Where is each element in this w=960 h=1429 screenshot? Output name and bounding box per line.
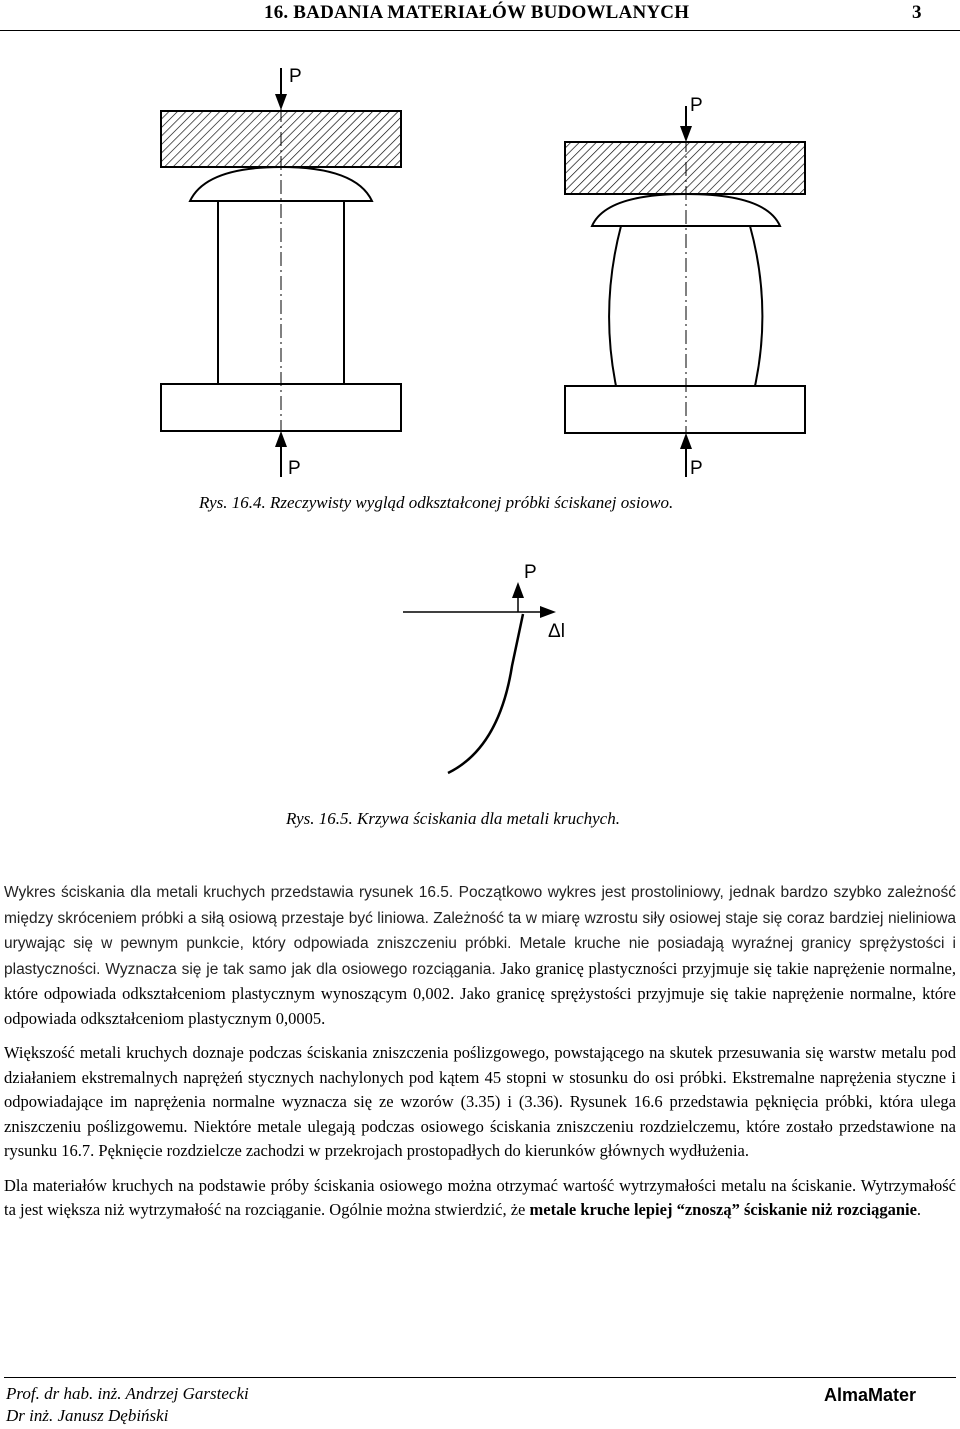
- paragraph-1: [4, 880, 956, 1031]
- footer-rule: [4, 1377, 956, 1378]
- paragraph-3-end: .: [916, 1200, 922, 1219]
- paragraph-3-bold-2: “znoszą”: [676, 1200, 740, 1219]
- specimen-deformed: [565, 106, 805, 477]
- top-plate-right: [565, 142, 805, 194]
- force-arrow-bottom-left: [275, 431, 287, 447]
- label-p-bottom-right: P: [690, 458, 703, 479]
- compression-curve: [448, 614, 523, 773]
- page-number: 3: [912, 2, 922, 23]
- body-text: [4, 880, 956, 1233]
- header-title: 16. BADANIA MATERIAŁÓW BUDOWLANYCH: [264, 2, 690, 23]
- force-arrow-top-right: [680, 126, 692, 142]
- paragraph-1-part-c: Jako granicę plastyczności przyjmuje się takie naprężenie normalne, które odpowiada odkształceniom plastycznym wynoszącym 0,002. Jako granicę sprężystości przyjmuje się takie naprężenie normalne, które odpowiada odkształceniom plastycznym 0,0005.: [4, 958, 956, 1028]
- footer-brand: AlmaMater: [824, 1385, 917, 1405]
- force-arrow-bottom-right: [680, 433, 692, 449]
- figure-16-4-caption: Rys. 16.4. Rzeczywisty wygląd odkształconej próbki ściskanej osiowo.: [199, 493, 674, 512]
- paragraph-3: [4, 1174, 956, 1223]
- specimen-undeformed: [161, 68, 401, 477]
- label-p-bottom-left: P: [288, 458, 301, 479]
- label-p-axis: P: [524, 562, 537, 583]
- footer-author-2: Dr inż. Janusz Dębiński: [6, 1406, 169, 1425]
- paragraph-1-part-b: Zależność ta w miarę wzrostu siły osiowej staje się coraz bardziej nieliniowa urywając się w pewnym punkcie, który odpowiada zniszczeniu próbki. Metale kruche nie posiadają wyraźnej granicy sprężystości i plastyczności. Wyznacza się je tak samo jak dla osiowego rozciągania.: [4, 909, 957, 978]
- bottom-plate-right: [565, 386, 805, 433]
- paragraph-1-part-a: Wykres ściskania dla metali kruchych przedstawia rysunek 16.5. Początkowo wykres jest prostoliniowy, jednak bardzo szybko zależność między skróceniem próbki a siłą osiową przestaje być liniowa.: [4, 884, 956, 927]
- paragraph-2: Większość metali kruchych doznaje podczas ściskania zniszczenia poślizgowego, powstającego na skutek przesuwania się warstw metalu pod działaniem ekstremalnych naprężeń stycznych nachylonych pod kątem 45 stopni w stosunku do osi próbki. Ekstremalne naprężenia styczne i odpowiadające im naprężenia normalne wyznacza się ze wzorów (3.35) i (3.36). Rysunek 16.6 przedstawia pęknięcia próbki, która ulega zniszczeniu poślizgowemu. Niektóre metale ulegają podczas osiowego ściskania zniszczeniu rozdzielczemu, które zostało przedstawione na rysunku 16.7. Pęknięcie rozdzielcze zachodzi w przekrojach prostopadłych do kierunków głównych wydłużenia.: [4, 1043, 956, 1160]
- force-arrow-top-left: [275, 94, 287, 110]
- paragraph-3-bold-1: metale kruche lepiej: [529, 1200, 677, 1219]
- footer-author-1: Prof. dr hab. inż. Andrzej Garstecki: [6, 1384, 249, 1403]
- paragraph-3-text: Dla materiałów kruchych na podstawie próby ściskania osiowego można otrzymać wartość wytrzymałości metalu na ściskanie. Wytrzymałość ta jest większa niż wytrzymałość na rozciąganie. Ogólnie można stwierdzić, że: [4, 1175, 956, 1219]
- label-p-top-right: P: [690, 95, 703, 116]
- label-p-top-left: P: [289, 66, 302, 87]
- figure-16-5: [403, 562, 565, 773]
- paragraph-3-bold-3: ściskanie niż rozciąganie: [739, 1200, 917, 1219]
- arrow-p-icon: [512, 582, 524, 598]
- arrow-dl-icon: [540, 606, 556, 618]
- label-dl-axis: Δl: [548, 621, 565, 642]
- figure-16-5-caption: Rys. 16.5. Krzywa ściskania dla metali kruchych.: [286, 809, 620, 828]
